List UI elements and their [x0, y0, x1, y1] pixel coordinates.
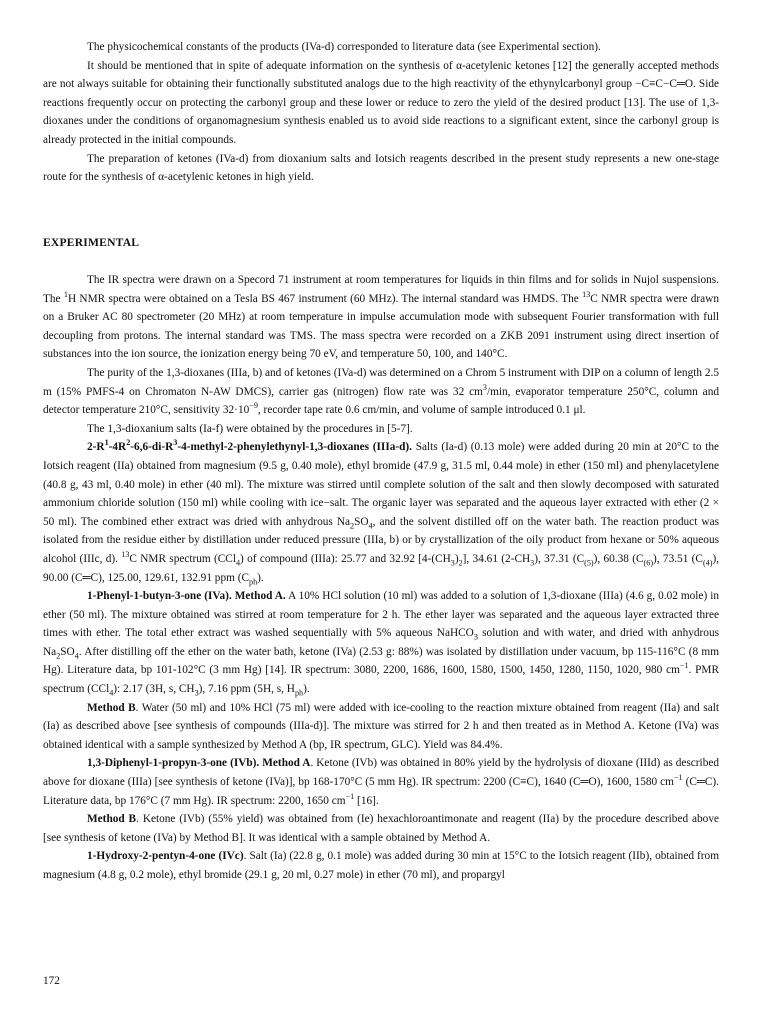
- page-number: 172: [43, 975, 60, 987]
- instruments-paragraph: The IR spectra were drawn on a Specord 71 instrument at room temperatures for liquids in thin films and for solids in Nujol suspensions. The $^1$H NMR spectra were obtained on a Tesla BS 467 instrument (60 MHz). The internal standard was HMDS. The $^{13}$C NMR spectra were drawn on a Bruker AC 80 spectrometer (20 MHz) at room temperature in impulse accumulation mode with subsequent Fourier transformation with full decoupling from protons. The internal standard was TMS. The mass spectra were recorded on a ZKB 2091 instrument using direct insertion of substances into the ion source, the ionization energy being 70 eV, and temperature 50, 100, and 140°C.: [43, 274, 719, 361]
- ketone-ivc-title: 1-Hydroxy-2-pentyn-4-one (IVc): [87, 850, 244, 863]
- ketone-iva-method-b-paragraph: Method B. Water (50 ml) and 10% HCl (75 ml) were added with ice-cooling to the reaction mixture obtained from reagent (IIa) and salt (Ia) as described above [see synthesis of compounds (IIIa-d)]. The mixture was stirred for 2 h and then treated as in Method A. Ketone (IVa) was obtained identical with a sample synthesized by Method A (bp, IR spectrum, GLC). Yield was 84.4%.: [43, 701, 719, 751]
- ketone-iva-paragraph: 1-Phenyl-1-butyn-3-one (IVa). Method A. A 10% HCl solution (10 ml) was added to a solution of 1,3-dioxane (IIIa) (4.6 g, 0.02 mole) in ether (50 ml). The mixture obtained was stirred at room temperature for 2 h. The ether layer was separated and the aqueous layer extracted three times with ether. The total ether extract was washed sequentially with 5% aqueous NaHCO$_3$ solution and with water, and dried with anhydrous $Na_2SO_4$. After distilling off the ether on the water bath, ketone (IVa) (2.53 g: 88%) was isolated by distillation under vacuum, bp 115-116°C (8 mm Hg). Literature data, bp 101-102°C (3 mm Hg) [14]. IR spectrum: 3080, 2200, 1686, 1600, 1580, 1500, 1450, 1280, 1150, 1020, 980 $cm^{-1}$. PMR spectrum (CCl$_4$): 2.17 (3H, s, $CH_3$), 7.16 ppm (5H, s, $H_{ph}$).: [43, 590, 719, 698]
- purity-paragraph: The purity of the 1,3-dioxanes (IIIa, b) and of ketones (IVa-d) was determined on a Chrom 5 instrument with DIP on a column of length 2.5 m (15% PMFS-4 on Chromaton N-AW DMCS), carrier gas (nitrogen) flow rate was 32 $cm^3/\min$, evaporator temperature 250°C, column and detector temperature 210°C, sensitivity $32\cdot 10^{-9}$, recorder tape rate 0.6 cm/min, and volume of sample introduced 0.1 μl.: [43, 366, 719, 417]
- ketone-iva-title: 1-Phenyl-1-butyn-3-one (IVa). Method A.: [87, 590, 286, 603]
- ketone-ivb-paragraph: 1,3-Diphenyl-1-propyn-3-one (IVb). Method A. Ketone (IVb) was obtained in 80% yield by the hydrolysis of dioxane (IIId) as described above for dioxane (IIIa) [see synthesis of ketone (IVa)], bp 168-170°C (5 mm Hg). IR spectrum: 2200 (C≡C), 1640 (C═O), 1600, 1580 $cm^{-1}$ (C═C). Literature data, bp 176°C (7 mm Hg). IR spectrum: 2200, 1650 $cm^{-1}$ [16].: [43, 757, 720, 807]
- intro-paragraph-3: The preparation of ketones (IVa-d) from dioxanium salts and Iotsich reagents described in the present study represents a new one-stage route for the synthesis of α-acetylenic ketones in high yield.: [43, 152, 719, 184]
- ketone-ivb-method-b-paragraph: Method B. Ketone (IVb) (55% yield) was obtained from (Ie) hexachloroantimonate and reagent (IIa) by the procedure described above [see synthesis of ketone (IVa) by Method B]. It was identical with a sample obtained by Method A.: [43, 813, 719, 844]
- ethynylcarbonyl-group: −C≡C−C═O: [635, 78, 694, 91]
- ketone-ivb-title: 1,3-Diphenyl-1-propyn-3-one (IVb). Method A: [87, 757, 311, 770]
- salts-paragraph: The 1,3-dioxanium salts (Ia-f) were obtained by the procedures in [5-7].: [87, 422, 413, 435]
- experimental-section: [43, 271, 719, 885]
- dioxanes-synthesis-title: $2-R^1-4R^2-6,6-di-R^3-4-methyl-2-phenylethynyl-1,3$-dioxanes (IIIa-d).: [87, 438, 413, 454]
- experimental-heading: EXPERIMENTAL: [43, 236, 140, 249]
- method-b-title: Method B: [87, 813, 137, 826]
- method-b-title: Method B: [87, 701, 136, 714]
- intro-paragraph-1: The physicochemical constants of the products (IVa-d) corresponded to literature data (see Experimental section).: [87, 41, 601, 53]
- dioxanes-synthesis-paragraph: $2-R^1-4R^2-6,6-di-R^3-4-methyl-2-phenylethynyl-1,3$-dioxanes (IIIa-d). Salts (Ia-d) (0.13 mole) were added during 20 min at 20°C to the Iotsich reagent (IIa) obtained from magnesium (9.5 g, 0.40 mole), ethyl bromide (47.9 g, 31.5 ml, 0.44 mole) in ether (150 ml) and phenylacetylene (40.8 g, 43 ml, 0.40 mole) in ether (40 ml). The mixture was stirred until complete solution of the salt and then slowly decomposed with saturated ammonium chloride solution (150 ml) while cooling with ice−salt. The organic layer was separated and the aqueous layer extracted with ether (2 × 50 ml). The combined ether extract was dried with anhydrous $Na_2SO_4$, and the solvent distilled off on the water bath. The reaction product was isolated from the residue either by distillation under reduced pressure (IIIa, b) or by crystallization of the oily product from hexane or 50% aqueous alcohol (IIIc, d). $^{13}$C NMR spectrum (CCl$_4$) of compound (IIIa): 25.77 and 32.92 $[4-(CH_3)_2]$, 34.61 $(2-CH_3)$, 37.31 $(C_{(5)})$, 60.38 $(C_{(6)})$, 73.51 $(C_{(4)})$, 90.00 (C═C), 125.00, 129.61, 132.91 ppm $(C_{ph})$.: [43, 438, 720, 586]
- ketone-ivc-paragraph: 1-Hydroxy-2-pentyn-4-one (IVc). Salt (Ia) (22.8 g, 0.1 mole) was added during 30 min at 15°C to the Iotsich reagent (IIb), obtained from magnesium (4.8 g, 0.2 mole), ethyl bromide (29.1 g, 20 ml, 0.27 mole) in ether (70 ml), and propargyl: [43, 850, 719, 881]
- intro-section: [43, 38, 719, 187]
- intro-paragraph-2: It should be mentioned that in spite of adequate information on the synthesis of α-acetylenic ketones [12] the generally accepted methods are not always suitable for obtaining their functionally substituted analogs due to the high reactivity of the ethynylcarbonyl group −C≡C−C═O. Side reactions frequently occur on protecting the carbonyl group and these lower or reduce to zero the yield of the desired product [13]. The use of 1,3-dioxanes under the conditions of organomagnesium synthesis enabled us to avoid side reactions to a significant extent, since the carbonyl group is already protected in the initial compounds.: [43, 59, 720, 146]
